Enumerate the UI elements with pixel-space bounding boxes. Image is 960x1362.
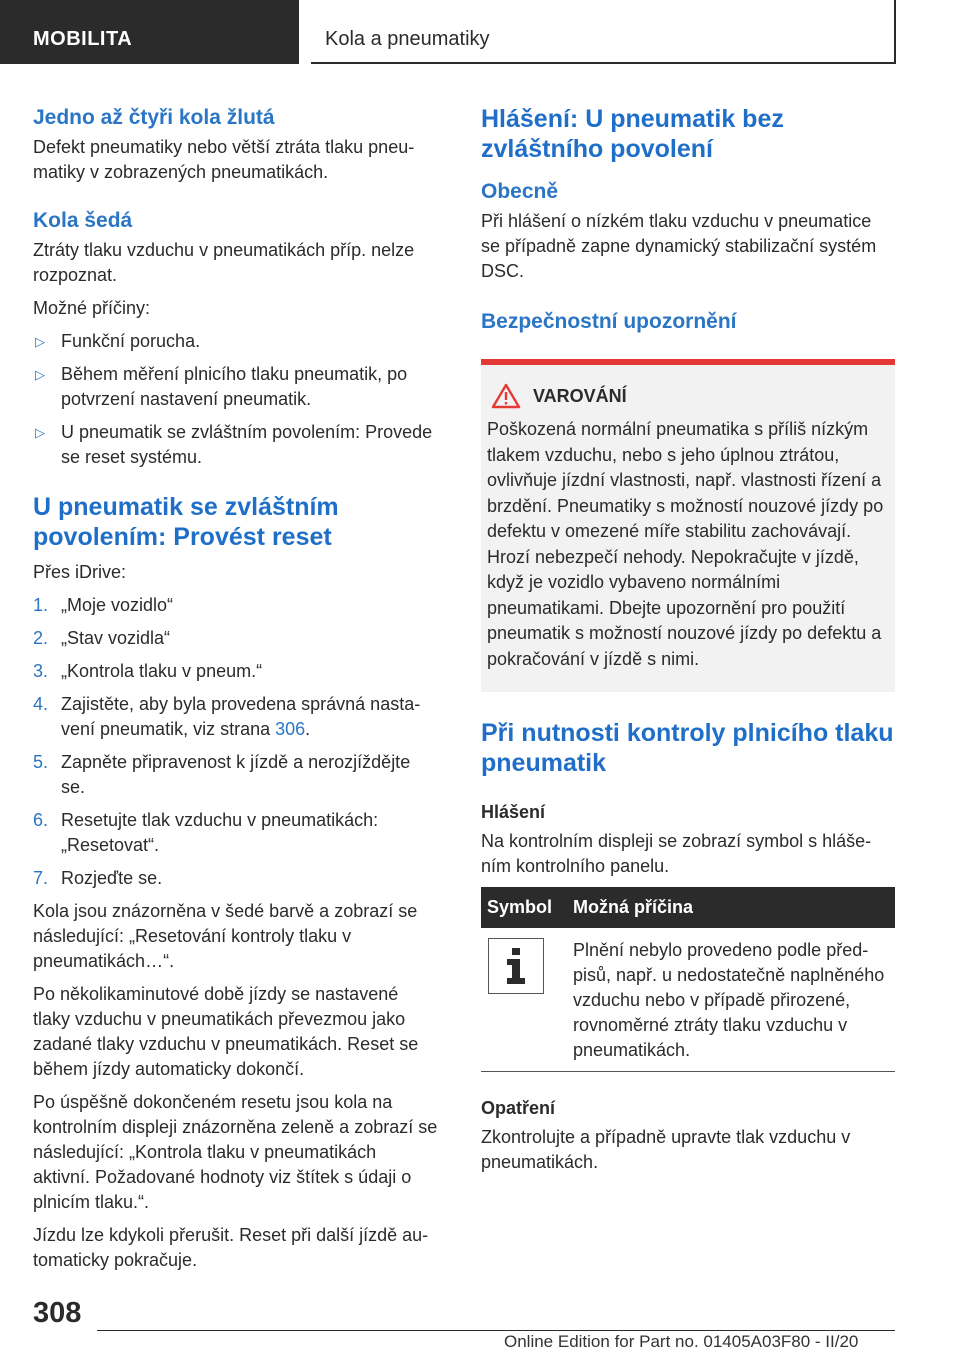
header-chapter xyxy=(311,0,896,64)
list-item: 2. „Stav vozidla“ xyxy=(33,628,171,648)
reset-steps xyxy=(33,593,438,891)
table-header-symbol: Symbol xyxy=(481,887,567,928)
measure-text: Zkontrolujte a případně upravte tlak vzduchu v pneumatikách. xyxy=(481,1127,851,1172)
list-item: 1. „Moje vozidlo“ xyxy=(33,595,174,615)
list-item: ▷ Funkční porucha. xyxy=(33,329,438,354)
list-item: 3. „Kontrola tlaku v pneum.“ xyxy=(33,661,263,681)
paragraph: Kola jsou znázorněna v šedé barvě a zobrazí se následující: „Resetování kontroly tlaku v pneumatikách…“. xyxy=(33,901,418,971)
warning-text: Poškozená normální pneumatika s příliš nízkým tlakem vzduchu, nebo s jeho úplnou ztrátou, ovlivňuje jízdní vlastnosti, např. vlastnosti řízení a brzdění. Pneumatiky s možností nouzové jízdy po defektu v omezené míře stabilitu zachovávají. Hrozí nebezpečí nehody. Nepokračujte v jízdě, když je vozidlo vybaveno normálními pneumatikami. Dbejte upozornění pro použití pneumatik s možností nouzové jízdy po defektu a pokračování v jízdě s nimi. xyxy=(487,419,884,669)
warning-header xyxy=(487,383,889,409)
info-icon xyxy=(488,938,544,994)
triangle-bullet-icon: ▷ xyxy=(35,425,45,440)
pressure-check-heading: Při nutnosti kontroly plnicího tlaku pneumatik xyxy=(481,719,894,777)
table-row xyxy=(481,928,895,1072)
symbol-table xyxy=(481,887,895,1072)
header-section xyxy=(0,0,299,64)
right-column xyxy=(481,104,895,1175)
table-header-cause: Možná příčina xyxy=(567,887,895,928)
list-item: 6. Resetujte tlak vzduchu v pneumatikách: „Resetovat“. xyxy=(33,810,379,855)
reset-heading: U pneumatik se zvláštním povolením: Provést reset xyxy=(33,493,339,551)
left-column xyxy=(33,104,438,1273)
triangle-bullet-icon: ▷ xyxy=(35,334,45,349)
measure-label: Opatření xyxy=(481,1098,556,1118)
paragraph: Po několikaminutové době jízdy se nastavené tlaky vzduchu v pneumatikách převezmou jako zadané tlaky vzduchu v pneumatikách. Reset se během jízdy automaticky dokončí. xyxy=(33,984,419,1079)
paragraph: Jízdu lze kdykoli přerušit. Reset při další jízdě automaticky pokračuje. xyxy=(33,1225,429,1270)
general-heading: Obecně xyxy=(481,180,559,203)
message-text: Na kontrolním displeji se zobrazí symbol s hlášením kontrolního panelu. xyxy=(481,831,872,876)
safety-heading: Bezpečnostní upozornění xyxy=(481,310,737,333)
header-section-label: MOBILITA xyxy=(33,28,133,50)
warning-title: VAROVÁNÍ xyxy=(533,385,627,406)
header-chapter-label: Kola a pneumatiky xyxy=(325,28,490,50)
paragraph: Po úspěšně dokončeném resetu jsou kola na kontrolním displeji znázorněna zeleně a zobrazí se následující: „Kontrola tlaku v pneumatikách aktivní. Požadované hodnoty viz štítek s údaji o plnicím tlaku.“. xyxy=(33,1092,438,1212)
symbol-cell xyxy=(481,928,567,1072)
message-label: Hlášení xyxy=(481,802,546,822)
causes-label: Možné příčiny: xyxy=(33,298,151,318)
yellow-wheels-heading: Jedno až čtyři kola žlutá xyxy=(33,106,275,129)
list-item: ▷ U pneumatik se zvláštním povolením: Provede se reset systému. xyxy=(35,422,433,467)
causes-list xyxy=(33,329,438,470)
grey-wheels-text: Ztráty tlaku vzduchu v pneumatikách příp. nelze rozpoznat. xyxy=(33,240,415,285)
footer-edition: Online Edition for Part no. 01405A03F80 - II/20 xyxy=(504,1332,859,1351)
list-item: 4. Zajistěte, aby byla provedena správná nastavení pneumatik, viz strana 306. xyxy=(33,694,421,739)
warning-box xyxy=(481,359,895,692)
warning-triangle-icon xyxy=(491,383,521,409)
general-text: Při hlášení o nízkém tlaku vzduchu v pneumatice se případně zapne dynamický stabilizační systém DSC. xyxy=(481,211,877,281)
yellow-wheels-text: Defekt pneumatiky nebo větší ztráta tlaku pneumatiky v zobrazených pneumatikách. xyxy=(33,137,415,182)
message-heading: Hlášení: U pneumatik bez zvláštního povolení xyxy=(481,105,784,163)
cause-cell: Plnění nebylo provedeno podle předpisů, např. u nedostatečně naplněného vzduchu nebo v případě přirozené, rovnoměrné ztráty tlaku vzduchu v pneumatikách. xyxy=(567,928,895,1072)
triangle-bullet-icon: ▷ xyxy=(35,367,45,382)
page-reference-link[interactable]: 306 xyxy=(275,719,306,739)
via-idrive-label: Přes iDrive: xyxy=(33,562,127,582)
page-number: 308 xyxy=(33,1297,82,1329)
list-item: 5. Zapněte připravenost k jízdě a nerozjíždějte se. xyxy=(33,752,411,797)
list-item: 7. Rozjeďte se. xyxy=(33,868,163,888)
grey-wheels-heading: Kola šedá xyxy=(33,209,133,232)
footer-divider xyxy=(97,1330,895,1331)
list-item: ▷ Během měření plnicího tlaku pneumatik, po potvrzení nastavení pneumatik. xyxy=(35,364,408,409)
